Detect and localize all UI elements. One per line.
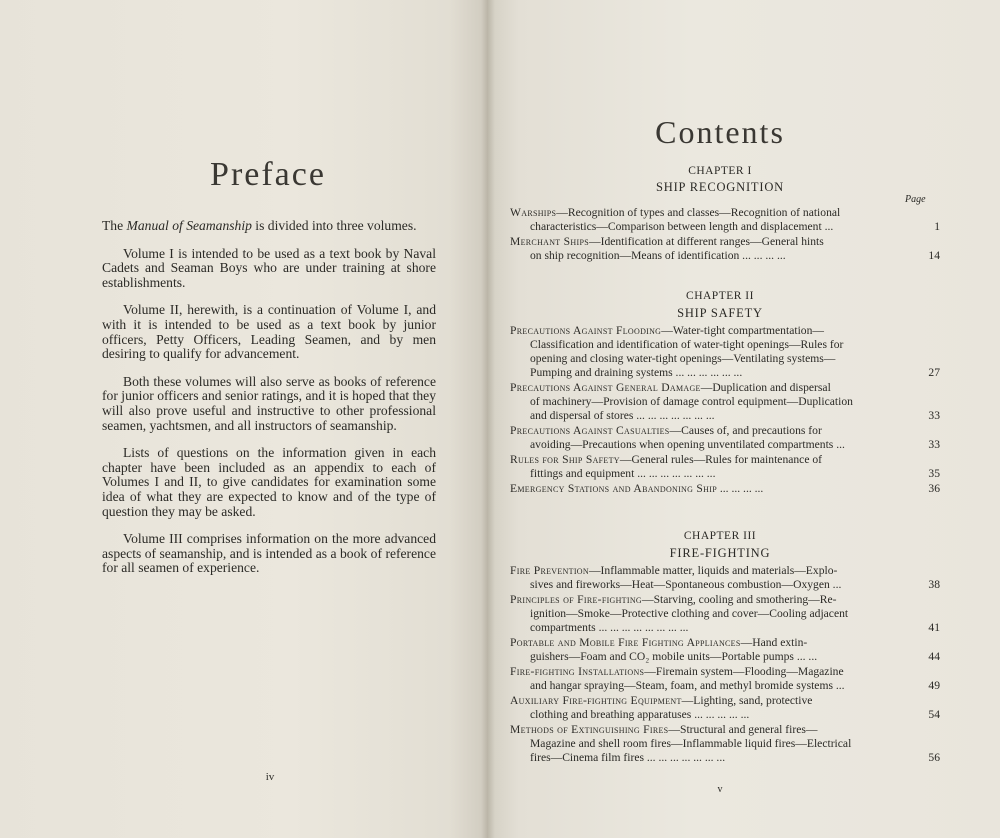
contents-entry-heading: Principles of Fire-fighting	[510, 593, 642, 606]
contents-entry	[510, 694, 942, 722]
contents-entry-line: Auxiliary Fire-fighting Equipment—Lighting, sand, protective	[510, 694, 813, 707]
contents-entry-line: Methods of Extinguishing Fires—Structural and general fires—	[510, 723, 818, 736]
chapter-2-entries	[510, 324, 942, 497]
contents-entry	[510, 482, 942, 496]
preface-paragraph: Volume II, herewith, is a continuation of Volume I, and with it is intended to be used as a text book by junior officers, Petty Officers, Leading Seamen, and by men desiring to qualify for advancement.	[102, 302, 436, 362]
contents-entry-heading: Precautions Against General Damage	[510, 381, 701, 394]
preface-paragraph: Volume III comprises information on the more advanced aspects of seamanship, and is intended as a book of reference for all seamen of experience.	[102, 531, 436, 576]
contents-entry-heading: Emergency Stations and Abandoning Ship	[510, 482, 717, 495]
chapter-2-title: SHIP SAFETY	[677, 306, 763, 320]
chapter-3-title: FIRE-FIGHTING	[669, 546, 771, 560]
contents-entry-line: characteristics—Comparison between length and displacement ...	[530, 220, 834, 233]
chapter-1-entries	[510, 206, 942, 264]
contents-entry-heading: Fire-fighting Installations	[510, 665, 645, 678]
contents-entry-page: 33	[928, 409, 940, 422]
contents-entry-line: Principles of Fire-fighting—Starving, cooling and smothering—Re-	[510, 593, 837, 606]
contents-entry-heading: Rules for Ship Safety	[510, 453, 620, 466]
contents-entry	[510, 424, 942, 452]
book-gutter	[481, 0, 495, 838]
chapter-3-entries	[510, 564, 942, 766]
contents-entry-line: Precautions Against General Damage—Duplication and dispersal	[510, 381, 831, 394]
contents-entry-line: clothing and breathing apparatuses ... ... ... ... ...	[530, 708, 750, 721]
contents-entry-page: 27	[928, 366, 940, 379]
preface-paragraph: Lists of questions on the information given in each chapter have been included as an appendix to each of Volumes I and II, to give candidates for examination some idea of what they are expected to know and of the type of question they may be asked.	[102, 445, 436, 519]
contents-entry-heading: Fire Prevention	[510, 564, 589, 577]
contents-entry-heading: Precautions Against Flooding	[510, 324, 662, 337]
contents-entry-line: opening and closing water-tight openings—Ventilating systems—	[530, 352, 836, 365]
contents-entry-line: Pumping and draining systems ... ... ... ... ... ...	[530, 366, 743, 379]
contents-entry-line: Fire Prevention—Inflammable matter, liquids and materials—Explo-	[510, 564, 838, 577]
contents-entry-line: and dispersal of stores ... ... ... ... ... ... ...	[530, 409, 715, 422]
preface-body	[102, 219, 436, 589]
contents-title: Contents	[655, 114, 785, 150]
contents-entry-line: ignition—Smoke—Protective clothing and cover—Cooling adjacent	[530, 607, 849, 620]
contents-entry-heading: Methods of Extinguishing Fires	[510, 723, 669, 736]
contents-entry-line: fittings and equipment ... ... ... ... ... ... ...	[530, 467, 716, 480]
contents-entry-line: Fire-fighting Installations—Firemain system—Flooding—Magazine	[510, 665, 844, 678]
contents-entry	[510, 206, 942, 234]
chapter-3-label: CHAPTER III	[683, 530, 757, 542]
contents-entry-page: 36	[928, 482, 940, 495]
contents-entry	[510, 324, 942, 380]
page-number-left: iv	[265, 771, 275, 783]
contents-entry-line: fires—Cinema film fires ... ... ... ... ... ... ...	[530, 751, 726, 764]
contents-entry-line: guishers—Foam and CO₂ mobile units—Portable pumps ... ...	[530, 650, 818, 663]
chapter-1-label: CHAPTER I	[688, 165, 752, 177]
page-number-right: v	[717, 784, 723, 795]
contents-entry-page: 49	[928, 679, 940, 692]
contents-entry-line: and hangar spraying—Steam, foam, and methyl bromide systems ...	[530, 679, 845, 692]
contents-entry-line: Magazine and shell room fires—Inflammable liquid fires—Electrical	[530, 737, 852, 750]
contents-entry-line: Classification and identification of water-tight openings—Rules for	[530, 338, 844, 351]
contents-entry-page: 38	[928, 578, 940, 591]
contents-entry-page: 44	[928, 650, 940, 663]
preface-paragraph: Volume I is intended to be used as a text book by Naval Cadets and Seaman Boys who are under training at shore establishments.	[102, 245, 436, 290]
contents-entry	[510, 636, 942, 664]
contents-entry-page: 41	[928, 621, 940, 634]
contents-entry-line: Portable and Mobile Fire Fighting Appliances—Hand extin-	[510, 636, 808, 649]
contents-entry-line: Precautions Against Casualties—Causes of, and precautions for	[510, 424, 822, 437]
contents-entry-line: Merchant Ships—Identification at different ranges—General hints	[510, 235, 824, 248]
contents-entry-line: avoiding—Precautions when opening unventilated compartments ...	[530, 438, 845, 451]
contents-entry	[510, 723, 942, 765]
contents-entry-page: 14	[928, 249, 940, 262]
contents-entry-line: on ship recognition—Means of identification ... ... ... ...	[530, 249, 786, 262]
contents-entry-page: 1	[934, 220, 940, 233]
chapter-1-title: SHIP RECOGNITION	[656, 180, 784, 194]
contents-entry-page: 35	[928, 467, 940, 480]
contents-entry-line: Precautions Against Flooding—Water-tight compartmentation—	[510, 324, 824, 337]
chapter-2-label: CHAPTER II	[686, 290, 754, 302]
contents-entry-line: compartments ... ... ... ... ... ... ... ...	[530, 621, 689, 634]
contents-entry-line: sives and fireworks—Heat—Spontaneous combustion—Oxygen ...	[530, 578, 842, 591]
contents-entry-heading: Precautions Against Casualties	[510, 424, 670, 437]
contents-entry-page: 54	[928, 708, 940, 721]
contents-entry-heading: Portable and Mobile Fire Fighting Appliances	[510, 636, 741, 649]
contents-entry	[510, 564, 942, 592]
preface-title: Preface	[210, 156, 326, 193]
contents-entry-page: 56	[928, 751, 940, 764]
preface-paragraph: The Manual of Seamanship is divided into three volumes.	[102, 218, 417, 233]
contents-entry-line: of machinery—Provision of damage control equipment—Duplication	[530, 395, 853, 408]
contents-entry	[510, 453, 942, 481]
contents-entry-heading: Auxiliary Fire-fighting Equipment	[510, 694, 682, 707]
contents-entry	[510, 381, 942, 423]
page-column-label: Page	[905, 194, 926, 205]
contents-entry	[510, 665, 942, 693]
contents-entry	[510, 235, 942, 263]
contents-entry	[510, 593, 942, 635]
contents-entry-page: 33	[928, 438, 940, 451]
contents-entry-heading: Merchant Ships	[510, 235, 589, 248]
contents-entry-line: Rules for Ship Safety—General rules—Rules for maintenance of	[510, 453, 823, 466]
book-title-italic: Manual of Seamanship	[126, 218, 252, 233]
preface-paragraph: Both these volumes will also serve as books of reference for junior officers and senior ratings, and it is hoped that they will also prove useful and instructive to other professional seamen, yachtsmen, and all instructors of seamanship.	[102, 373, 436, 433]
contents-entry-line: Emergency Stations and Abandoning Ship ... ... ... ...	[510, 482, 764, 495]
contents-entry-line: Warships—Recognition of types and classes—Recognition of national	[510, 206, 841, 219]
contents-entry-heading: Warships	[510, 206, 557, 219]
